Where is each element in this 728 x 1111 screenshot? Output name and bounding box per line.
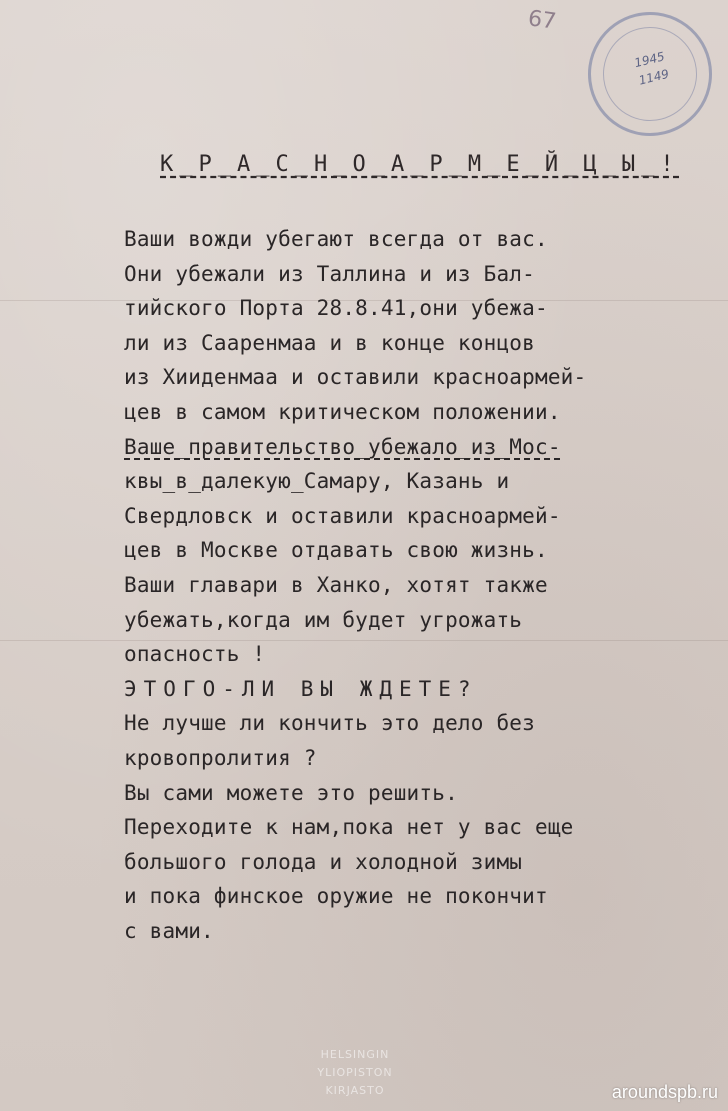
- leaflet-text: [124, 222, 644, 948]
- text-line: Ваши главари в Ханко, хотят также: [124, 572, 548, 597]
- text-line: Переходите к нам,пока нет у вас еще: [124, 815, 574, 840]
- text-line: большого голода и холодной зимы: [124, 849, 523, 874]
- stamp-number: 1149: [637, 66, 671, 88]
- text-line: Ваши вожди убегают всегда от вас.: [124, 227, 548, 251]
- text-line: Свердловск и оставили красноармей-: [124, 503, 561, 528]
- text-line: с вами.: [124, 918, 214, 943]
- text-line: Вы сами можете это решить.: [124, 780, 458, 805]
- text-line: и пока финское оружие не покончит: [124, 884, 548, 909]
- watermark-line: KIRJASTO: [325, 1084, 385, 1097]
- text-line: цев в самом критическом положении.: [124, 399, 561, 424]
- library-watermark: [290, 1046, 420, 1100]
- text-line: Не лучше ли кончить это дело без: [124, 711, 535, 736]
- archive-page-number: 67: [526, 6, 558, 35]
- text-line: опасность !: [124, 642, 266, 667]
- watermark-line: HELSINGIN: [320, 1048, 390, 1061]
- text-line: Они убежали из Таллина и из Бал-: [124, 261, 535, 286]
- text-line: тийского Порта 28.8.41,они убежа-: [124, 296, 548, 321]
- text-line: кровопролития ?: [124, 745, 317, 770]
- site-watermark: aroundspb.ru: [611, 1082, 718, 1102]
- page-title: К_Р_А_С_Н_О_А_Р_М_Е_Й_Ц_Ы_!: [160, 152, 680, 177]
- watermark-line: YLIOPISTON: [317, 1066, 393, 1079]
- text-line-underlined: Ваше_правительство_убежало_из_Мос-: [124, 434, 561, 459]
- text-line: убежать,когда им будет угрожать: [124, 607, 523, 632]
- stamp-year: 1945: [633, 49, 667, 71]
- text-line-underlined: квы_в_далекую_Самару, Казань и: [124, 469, 510, 494]
- text-line: цев в Москве отдавать свою жизнь.: [124, 538, 548, 563]
- archive-stamp: [575, 0, 725, 149]
- text-line-emphasis: ЭТОГО-ЛИ ВЫ ЖДЕТЕ?: [124, 676, 478, 701]
- text-line: из Хииденмаа и оставили красноармей-: [124, 365, 587, 390]
- text-line: ли из Сааренмаа и в конце концов: [124, 330, 535, 355]
